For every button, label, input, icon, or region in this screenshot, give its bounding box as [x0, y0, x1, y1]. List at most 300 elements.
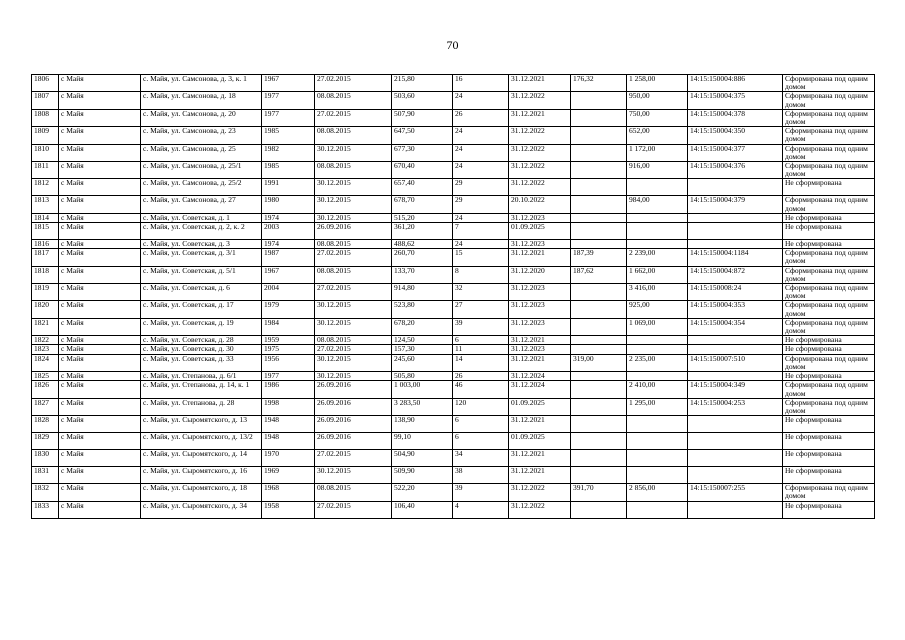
inclusion-date-cell: 27.02.2015 — [315, 345, 392, 354]
inclusion-date-cell: 30.12.2015 — [315, 372, 392, 381]
address-cell: с. Майя, ул. Советская, д. 1 — [141, 213, 262, 222]
plan-date-cell: 31.12.2023 — [509, 318, 571, 335]
cadastral-number-cell: 14:15:150004:1184 — [688, 249, 783, 266]
plot-area-cell — [627, 501, 688, 518]
cadastral-number-cell — [688, 336, 783, 345]
cadastral-number-cell: 14:15:150004:379 — [688, 196, 783, 213]
land-area-cell: 187,62 — [571, 266, 627, 283]
address-cell: с. Майя, ул. Советская, д. 28 — [141, 336, 262, 345]
row-number-cell: 1828 — [32, 416, 59, 433]
plot-area-cell: 2 856,00 — [627, 484, 688, 501]
plan-date-cell: 31.12.2023 — [509, 240, 571, 249]
residents-cell: 24 — [453, 213, 509, 222]
cadastral-number-cell — [688, 240, 783, 249]
plot-area-cell: 925,00 — [627, 301, 688, 318]
table-row — [32, 266, 875, 283]
address-cell: с. Майя, ул. Самсонова, д. 25/1 — [141, 162, 262, 179]
area-cell: 245,60 — [392, 354, 453, 371]
plot-status-cell: Не сформирована — [783, 345, 875, 354]
settlement-cell: с Майя — [59, 92, 141, 109]
plot-area-cell: 950,00 — [627, 92, 688, 109]
build-year-cell: 1980 — [262, 196, 315, 213]
cadastral-number-cell: 14:15:150007:255 — [688, 484, 783, 501]
plot-status-cell: Сформирована под одним домом — [783, 266, 875, 283]
build-year-cell: 1970 — [262, 450, 315, 467]
area-cell: 157,30 — [392, 345, 453, 354]
build-year-cell: 1974 — [262, 240, 315, 249]
settlement-cell: с Майя — [59, 75, 141, 92]
row-number-cell: 1821 — [32, 318, 59, 335]
table-row — [32, 196, 875, 213]
plot-status-cell: Сформирована под одним домом — [783, 249, 875, 266]
build-year-cell: 1986 — [262, 381, 315, 398]
area-cell: 677,30 — [392, 144, 453, 161]
cadastral-number-cell: 14:15:150008:24 — [688, 284, 783, 301]
table-row — [32, 450, 875, 467]
address-cell: с. Майя, ул. Советская, д. 3 — [141, 240, 262, 249]
residents-cell: 24 — [453, 144, 509, 161]
land-area-cell — [571, 223, 627, 240]
row-number-cell: 1829 — [32, 433, 59, 450]
settlement-cell: с Майя — [59, 381, 141, 398]
address-cell: с. Майя, ул. Советская, д. 2, к. 2 — [141, 223, 262, 240]
table-row — [32, 249, 875, 266]
row-number-cell: 1827 — [32, 398, 59, 415]
row-number-cell: 1814 — [32, 213, 59, 222]
plan-date-cell: 31.12.2021 — [509, 109, 571, 126]
plot-area-cell: 2 235,00 — [627, 354, 688, 371]
settlement-cell: с Майя — [59, 266, 141, 283]
land-area-cell: 319,00 — [571, 354, 627, 371]
residents-cell: 14 — [453, 354, 509, 371]
row-number-cell: 1816 — [32, 240, 59, 249]
plot-area-cell — [627, 240, 688, 249]
settlement-cell: с Майя — [59, 301, 141, 318]
land-area-cell: 187,39 — [571, 249, 627, 266]
address-cell: с. Майя, ул. Самсонова, д. 25 — [141, 144, 262, 161]
plot-status-cell: Сформирована под одним домом — [783, 318, 875, 335]
address-cell: с. Майя, ул. Сыромятского, д. 14 — [141, 450, 262, 467]
area-cell: 505,80 — [392, 372, 453, 381]
address-cell: с. Майя, ул. Сыромятского, д. 18 — [141, 484, 262, 501]
residents-cell: 24 — [453, 162, 509, 179]
plan-date-cell: 31.12.2023 — [509, 301, 571, 318]
cadastral-number-cell: 14:15:150004:872 — [688, 266, 783, 283]
plot-status-cell: Сформирована под одним домом — [783, 196, 875, 213]
table-row — [32, 127, 875, 144]
land-area-cell — [571, 467, 627, 484]
inclusion-date-cell: 08.08.2015 — [315, 240, 392, 249]
build-year-cell: 1977 — [262, 109, 315, 126]
table-row — [32, 109, 875, 126]
table-row — [32, 92, 875, 109]
row-number-cell: 1833 — [32, 501, 59, 518]
residents-cell: 32 — [453, 284, 509, 301]
table-row — [32, 372, 875, 381]
table-row — [32, 179, 875, 196]
inclusion-date-cell: 08.08.2015 — [315, 127, 392, 144]
area-cell: 507,90 — [392, 109, 453, 126]
residents-cell: 4 — [453, 501, 509, 518]
row-number-cell: 1826 — [32, 381, 59, 398]
area-cell: 215,80 — [392, 75, 453, 92]
settlement-cell: с Майя — [59, 196, 141, 213]
build-year-cell: 2003 — [262, 223, 315, 240]
address-cell: с. Майя, ул. Сыромятского, д. 16 — [141, 467, 262, 484]
plan-date-cell: 31.12.2022 — [509, 127, 571, 144]
plot-status-cell: Не сформирована — [783, 467, 875, 484]
land-area-cell — [571, 381, 627, 398]
plot-area-cell — [627, 372, 688, 381]
land-area-cell — [571, 284, 627, 301]
area-cell: 3 283,50 — [392, 398, 453, 415]
land-area-cell — [571, 345, 627, 354]
cadastral-number-cell — [688, 467, 783, 484]
settlement-cell: с Майя — [59, 144, 141, 161]
residents-cell: 29 — [453, 196, 509, 213]
area-cell: 678,20 — [392, 318, 453, 335]
plan-date-cell: 31.12.2024 — [509, 372, 571, 381]
address-cell: с. Майя, ул. Советская, д. 19 — [141, 318, 262, 335]
row-number-cell: 1812 — [32, 179, 59, 196]
address-cell: с. Майя, ул. Самсонова, д. 20 — [141, 109, 262, 126]
row-number-cell: 1830 — [32, 450, 59, 467]
land-area-cell — [571, 336, 627, 345]
table-row — [32, 381, 875, 398]
build-year-cell: 1948 — [262, 433, 315, 450]
plot-status-cell: Сформирована под одним домом — [783, 144, 875, 161]
cadastral-number-cell: 14:15:150004:376 — [688, 162, 783, 179]
settlement-cell: с Майя — [59, 162, 141, 179]
inclusion-date-cell: 30.12.2015 — [315, 196, 392, 213]
plan-date-cell: 01.09.2025 — [509, 398, 571, 415]
land-area-cell — [571, 92, 627, 109]
plot-status-cell: Не сформирована — [783, 416, 875, 433]
row-number-cell: 1825 — [32, 372, 59, 381]
plot-status-cell: Сформирована под одним домом — [783, 127, 875, 144]
address-cell: с. Майя, ул. Степанова, д. 6/1 — [141, 372, 262, 381]
table-row — [32, 240, 875, 249]
area-cell: 509,90 — [392, 467, 453, 484]
settlement-cell: с Майя — [59, 249, 141, 266]
plot-area-cell: 1 172,00 — [627, 144, 688, 161]
table-row — [32, 75, 875, 92]
inclusion-date-cell: 08.08.2015 — [315, 266, 392, 283]
build-year-cell: 1968 — [262, 484, 315, 501]
row-number-cell: 1823 — [32, 345, 59, 354]
plot-area-cell: 3 416,00 — [627, 284, 688, 301]
area-cell: 522,20 — [392, 484, 453, 501]
build-year-cell: 1977 — [262, 92, 315, 109]
build-year-cell: 1987 — [262, 249, 315, 266]
area-cell: 1 003,00 — [392, 381, 453, 398]
plot-area-cell — [627, 345, 688, 354]
table-row — [32, 501, 875, 518]
plot-area-cell: 1 662,00 — [627, 266, 688, 283]
build-year-cell: 1991 — [262, 179, 315, 196]
table-row — [32, 284, 875, 301]
build-year-cell: 1948 — [262, 416, 315, 433]
cadastral-number-cell: 14:15:150004:886 — [688, 75, 783, 92]
table-row — [32, 223, 875, 240]
plan-date-cell: 31.12.2024 — [509, 381, 571, 398]
land-area-cell — [571, 450, 627, 467]
row-number-cell: 1808 — [32, 109, 59, 126]
inclusion-date-cell: 27.02.2015 — [315, 450, 392, 467]
plot-area-cell — [627, 213, 688, 222]
inclusion-date-cell: 30.12.2015 — [315, 179, 392, 196]
residents-cell: 8 — [453, 266, 509, 283]
inclusion-date-cell: 30.12.2015 — [315, 301, 392, 318]
plan-date-cell: 31.12.2023 — [509, 345, 571, 354]
row-number-cell: 1831 — [32, 467, 59, 484]
plan-date-cell: 31.12.2021 — [509, 336, 571, 345]
settlement-cell: с Майя — [59, 318, 141, 335]
plot-area-cell — [627, 467, 688, 484]
residents-cell: 39 — [453, 484, 509, 501]
table-row — [32, 144, 875, 161]
land-area-cell — [571, 213, 627, 222]
cadastral-number-cell — [688, 433, 783, 450]
residents-cell: 29 — [453, 179, 509, 196]
plan-date-cell: 31.12.2023 — [509, 213, 571, 222]
plan-date-cell: 31.12.2021 — [509, 450, 571, 467]
address-cell: с. Майя, ул. Сыромятского, д. 13 — [141, 416, 262, 433]
plan-date-cell: 31.12.2022 — [509, 144, 571, 161]
plan-date-cell: 31.12.2021 — [509, 354, 571, 371]
settlement-cell: с Майя — [59, 372, 141, 381]
area-cell: 488,62 — [392, 240, 453, 249]
area-cell: 133,70 — [392, 266, 453, 283]
plot-status-cell: Сформирована под одним домом — [783, 354, 875, 371]
address-cell: с. Майя, ул. Советская, д. 3/1 — [141, 249, 262, 266]
inclusion-date-cell: 30.12.2015 — [315, 144, 392, 161]
settlement-cell: с Майя — [59, 179, 141, 196]
inclusion-date-cell: 27.02.2015 — [315, 109, 392, 126]
build-year-cell: 1969 — [262, 467, 315, 484]
land-area-cell — [571, 196, 627, 213]
inclusion-date-cell: 30.12.2015 — [315, 354, 392, 371]
settlement-cell: с Майя — [59, 109, 141, 126]
residents-cell: 24 — [453, 240, 509, 249]
plan-date-cell: 31.12.2022 — [509, 501, 571, 518]
build-year-cell: 1977 — [262, 372, 315, 381]
plot-area-cell: 652,00 — [627, 127, 688, 144]
plot-status-cell: Не сформирована — [783, 213, 875, 222]
build-year-cell: 1974 — [262, 213, 315, 222]
plot-status-cell: Не сформирована — [783, 501, 875, 518]
residents-cell: 39 — [453, 318, 509, 335]
land-area-cell — [571, 501, 627, 518]
area-cell: 106,40 — [392, 501, 453, 518]
table-row — [32, 467, 875, 484]
plan-date-cell: 31.12.2023 — [509, 284, 571, 301]
settlement-cell: с Майя — [59, 213, 141, 222]
table-row — [32, 162, 875, 179]
land-area-cell — [571, 144, 627, 161]
build-year-cell: 1985 — [262, 162, 315, 179]
land-area-cell — [571, 127, 627, 144]
area-cell: 914,80 — [392, 284, 453, 301]
plot-area-cell: 2 239,00 — [627, 249, 688, 266]
residents-cell: 120 — [453, 398, 509, 415]
plot-status-cell: Сформирована под одним домом — [783, 284, 875, 301]
row-number-cell: 1824 — [32, 354, 59, 371]
land-area-cell: 391,70 — [571, 484, 627, 501]
area-cell: 99,10 — [392, 433, 453, 450]
inclusion-date-cell: 26.09.2016 — [315, 398, 392, 415]
settlement-cell: с Майя — [59, 450, 141, 467]
settlement-cell: с Майя — [59, 484, 141, 501]
cadastral-number-cell: 14:15:150004:378 — [688, 109, 783, 126]
address-cell: с. Майя, ул. Сыромятского, д. 34 — [141, 501, 262, 518]
settlement-cell: с Майя — [59, 336, 141, 345]
plan-date-cell: 31.12.2020 — [509, 266, 571, 283]
address-cell: с. Майя, ул. Самсонова, д. 25/2 — [141, 179, 262, 196]
inclusion-date-cell: 08.08.2015 — [315, 484, 392, 501]
row-number-cell: 1813 — [32, 196, 59, 213]
row-number-cell: 1817 — [32, 249, 59, 266]
row-number-cell: 1811 — [32, 162, 59, 179]
inclusion-date-cell: 08.08.2015 — [315, 336, 392, 345]
inclusion-date-cell: 27.02.2015 — [315, 75, 392, 92]
area-cell: 124,50 — [392, 336, 453, 345]
residents-cell: 46 — [453, 381, 509, 398]
residents-cell: 6 — [453, 336, 509, 345]
cadastral-number-cell — [688, 450, 783, 467]
housing-registry-table — [31, 74, 875, 519]
land-area-cell — [571, 372, 627, 381]
plot-status-cell: Сформирована под одним домом — [783, 381, 875, 398]
plan-date-cell: 31.12.2021 — [509, 416, 571, 433]
build-year-cell: 1967 — [262, 266, 315, 283]
plan-date-cell: 31.12.2022 — [509, 484, 571, 501]
address-cell: с. Майя, ул. Степанова, д. 14, к. 1 — [141, 381, 262, 398]
build-year-cell: 1985 — [262, 127, 315, 144]
table-row — [32, 301, 875, 318]
table-row — [32, 484, 875, 501]
plot-status-cell: Сформирована под одним домом — [783, 109, 875, 126]
plot-status-cell: Сформирована под одним домом — [783, 398, 875, 415]
inclusion-date-cell: 08.08.2015 — [315, 162, 392, 179]
residents-cell: 11 — [453, 345, 509, 354]
plot-status-cell: Не сформирована — [783, 240, 875, 249]
table-row — [32, 336, 875, 345]
area-cell: 361,20 — [392, 223, 453, 240]
inclusion-date-cell: 26.09.2016 — [315, 433, 392, 450]
residents-cell: 6 — [453, 416, 509, 433]
plot-area-cell: 750,00 — [627, 109, 688, 126]
table-row — [32, 398, 875, 415]
land-area-cell — [571, 240, 627, 249]
cadastral-number-cell — [688, 223, 783, 240]
plan-date-cell: 31.12.2022 — [509, 162, 571, 179]
residents-cell: 7 — [453, 223, 509, 240]
residents-cell: 27 — [453, 301, 509, 318]
address-cell: с. Майя, ул. Советская, д. 33 — [141, 354, 262, 371]
address-cell: с. Майя, ул. Советская, д. 6 — [141, 284, 262, 301]
area-cell: 657,40 — [392, 179, 453, 196]
residents-cell: 34 — [453, 450, 509, 467]
build-year-cell: 1998 — [262, 398, 315, 415]
inclusion-date-cell: 26.09.2016 — [315, 223, 392, 240]
plot-status-cell: Не сформирована — [783, 372, 875, 381]
plot-area-cell: 1 258,00 — [627, 75, 688, 92]
residents-cell: 15 — [453, 249, 509, 266]
plan-date-cell: 01.09.2025 — [509, 223, 571, 240]
address-cell: с. Майя, ул. Степанова, д. 28 — [141, 398, 262, 415]
plot-area-cell: 1 295,00 — [627, 398, 688, 415]
plan-date-cell: 31.12.2022 — [509, 179, 571, 196]
cadastral-number-cell: 14:15:150004:354 — [688, 318, 783, 335]
plot-status-cell: Не сформирована — [783, 433, 875, 450]
row-number-cell: 1810 — [32, 144, 59, 161]
cadastral-number-cell — [688, 416, 783, 433]
plan-date-cell: 31.12.2022 — [509, 92, 571, 109]
build-year-cell: 1956 — [262, 354, 315, 371]
build-year-cell: 1958 — [262, 501, 315, 518]
address-cell: с. Майя, ул. Самсонова, д. 23 — [141, 127, 262, 144]
residents-cell: 38 — [453, 467, 509, 484]
area-cell: 647,50 — [392, 127, 453, 144]
plot-area-cell: 984,00 — [627, 196, 688, 213]
plot-area-cell — [627, 223, 688, 240]
inclusion-date-cell: 26.09.2016 — [315, 381, 392, 398]
address-cell: с. Майя, ул. Самсонова, д. 18 — [141, 92, 262, 109]
row-number-cell: 1819 — [32, 284, 59, 301]
settlement-cell: с Майя — [59, 501, 141, 518]
land-area-cell — [571, 318, 627, 335]
land-area-cell — [571, 398, 627, 415]
page-number: 70 — [446, 38, 459, 52]
plan-date-cell: 31.12.2021 — [509, 75, 571, 92]
cadastral-number-cell: 14:15:150004:377 — [688, 144, 783, 161]
plot-status-cell: Сформирована под одним домом — [783, 75, 875, 92]
settlement-cell: с Майя — [59, 284, 141, 301]
settlement-cell: с Майя — [59, 467, 141, 484]
settlement-cell: с Майя — [59, 127, 141, 144]
row-number-cell: 1832 — [32, 484, 59, 501]
address-cell: с. Майя, ул. Самсонова, д. 3, к. 1 — [141, 75, 262, 92]
area-cell: 515,20 — [392, 213, 453, 222]
area-cell: 678,70 — [392, 196, 453, 213]
cadastral-number-cell: 14:15:150004:350 — [688, 127, 783, 144]
plot-status-cell: Сформирована под одним домом — [783, 301, 875, 318]
area-cell: 138,90 — [392, 416, 453, 433]
plan-date-cell: 31.12.2021 — [509, 249, 571, 266]
address-cell: с. Майя, ул. Советская, д. 30 — [141, 345, 262, 354]
table-row — [32, 433, 875, 450]
area-cell: 260,70 — [392, 249, 453, 266]
land-area-cell — [571, 179, 627, 196]
address-cell: с. Майя, ул. Советская, д. 5/1 — [141, 266, 262, 283]
plot-status-cell: Сформирована под одним домом — [783, 484, 875, 501]
cadastral-number-cell — [688, 213, 783, 222]
plot-area-cell — [627, 416, 688, 433]
settlement-cell: с Майя — [59, 398, 141, 415]
build-year-cell: 1967 — [262, 75, 315, 92]
plot-status-cell: Не сформирована — [783, 179, 875, 196]
table-row — [32, 345, 875, 354]
row-number-cell: 1815 — [32, 223, 59, 240]
inclusion-date-cell: 26.09.2016 — [315, 416, 392, 433]
cadastral-number-cell: 14:15:150004:375 — [688, 92, 783, 109]
residents-cell: 24 — [453, 127, 509, 144]
table-row — [32, 213, 875, 222]
plot-status-cell: Не сформирована — [783, 336, 875, 345]
row-number-cell: 1807 — [32, 92, 59, 109]
plan-date-cell: 31.12.2021 — [509, 467, 571, 484]
